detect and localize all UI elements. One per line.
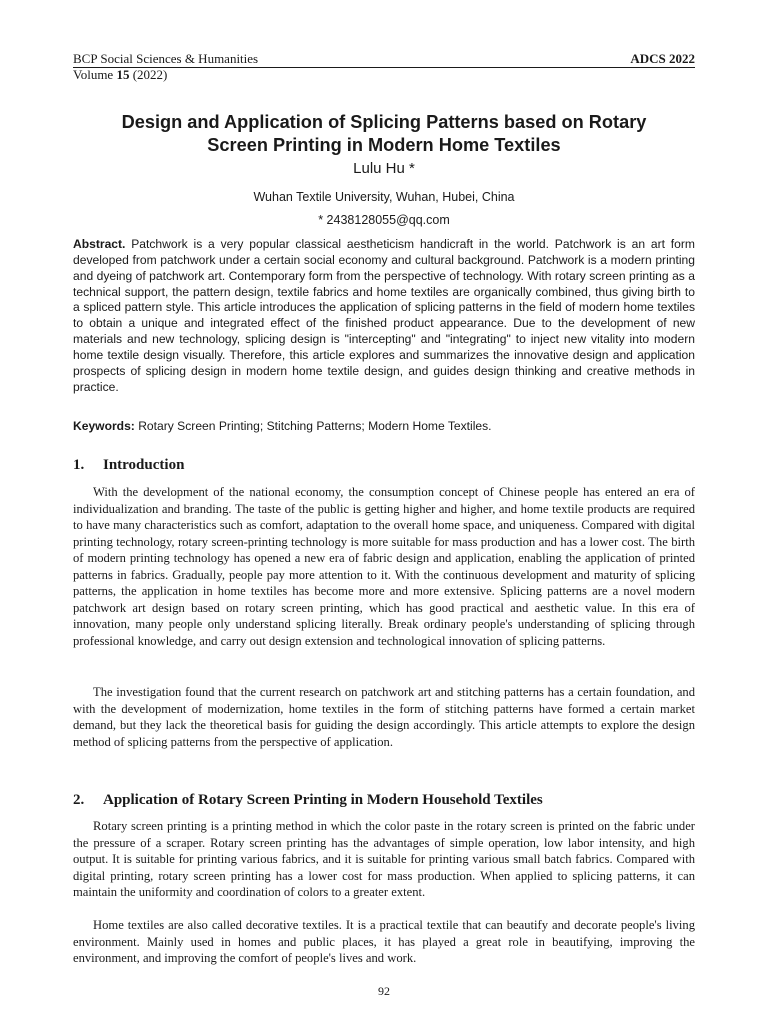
author-name: Lulu Hu * bbox=[353, 160, 415, 177]
paragraph: Home textiles are also called decorative textiles. It is a practical textile that can beautify and decorate people's living environment. Mainly used in homes and public places, it has played a great role in beautifying, improving the environment, and improving the comfort of people's lives and work. bbox=[73, 918, 695, 966]
page-number: 92 bbox=[378, 984, 390, 998]
abstract bbox=[73, 237, 695, 395]
paper-title bbox=[73, 111, 695, 157]
author-email: * 2438128055@qq.com bbox=[318, 213, 450, 227]
section-number: 1. bbox=[73, 457, 85, 473]
affiliation: Wuhan Textile University, Wuhan, Hubei, China bbox=[253, 190, 515, 204]
running-header bbox=[73, 51, 695, 68]
abstract-label: Abstract. bbox=[73, 237, 126, 251]
volume-number: 15 bbox=[116, 67, 130, 82]
section-number: 2. bbox=[73, 792, 85, 808]
section-heading-application bbox=[73, 791, 695, 809]
keywords-label: Keywords: bbox=[73, 419, 135, 433]
volume-info bbox=[73, 67, 167, 83]
journal-name: BCP Social Sciences & Humanities bbox=[73, 51, 259, 66]
volume-label: Volume bbox=[73, 67, 114, 82]
title-line-2: Screen Printing in Modern Home Textiles bbox=[207, 135, 561, 155]
paragraph: With the development of the national economy, the consumption concept of Chinese people has entered an era of individualization and branding. The taste of the public is getting higher and higher, and home textile products are required to have many characteristics such as comfort, adaptation to the overall home space, and uniqueness. Compared with digital printing technology, rotary screen-printing technology is more suitable for mass production and has a lower cost. The birth of modern printing technology has opened a new era of fabric design and application, enabling the application of printed patterns in fabrics. Gradually, people pay more attention to it. With the continuous development and maturity of splicing patterns, the application in home textiles has become more and more extensive. Splicing patterns are a novel modern patchwork art design based on rotary screen printing, which has good practical and aesthetic value. In this era of innovation, many people only understand splicing literally. Break ordinary people's understanding of splicing through professional knowledge, and carry out design extension and technological innovation of splicing patterns. bbox=[73, 485, 695, 648]
conference-name: ADCS 2022 bbox=[630, 51, 695, 66]
paragraph: The investigation found that the current research on patchwork art and stitching patterns has a certain foundation, and with the development of modernization, home textiles in the form of stitching patterns have formed a certain market demand, but they lack the theoretical basis for guiding the design accordingly. This article attempts to explore the design method of splicing patterns from the perspective of application. bbox=[73, 685, 695, 749]
section-title: Introduction bbox=[103, 457, 185, 473]
paragraph: Rotary screen printing is a printing method in which the color paste in the rotary screen is printed on the fabric under the pressure of a scraper. Rotary screen printing has the advantages of simple operation, low labor intensity, and high output. It is suitable for printing various fabrics, and it is suitable for printing various small batch fabrics. Compared with digital printing, rotary screen printing has a lower cost for mass production. When applied to splicing patterns, it can maintain the uniformity and coordination of colors to a greater extent. bbox=[73, 819, 695, 900]
keywords bbox=[73, 418, 695, 434]
section-heading-introduction bbox=[73, 456, 695, 474]
section-title: Application of Rotary Screen Printing in Modern Household Textiles bbox=[103, 792, 543, 808]
keywords-text: Rotary Screen Printing; Stitching Patterns; Modern Home Textiles. bbox=[138, 419, 492, 433]
volume-year: (2022) bbox=[132, 67, 168, 82]
abstract-text: Patchwork is a very popular classical aestheticism handicraft in the world. Patchwork is an art form developed from patchwork under a certain social economy and cultural background. Patchwork is a modern printing and dyeing of patchwork art. Contemporary form from the perspective of technology. With rotary screen printing as a technical support, the pattern design, textile fabrics and home textiles are organically combined, thus giving birth to a spliced pattern style. This article introduces the application of splicing patterns in the field of modern home textiles to obtain a unique and integrated effect of the finished product appearance. Due to the development of new materials and new technology, splicing design is "intercepting" and "integrating" to inject new vitality into modern home textile design visually. Therefore, this article explores and summarizes the innovative design and application prospects of splicing design in modern home textile design, and guides design thinking and creative methods in practice. bbox=[73, 237, 695, 394]
title-line-1: Design and Application of Splicing Patterns based on Rotary bbox=[121, 112, 647, 132]
